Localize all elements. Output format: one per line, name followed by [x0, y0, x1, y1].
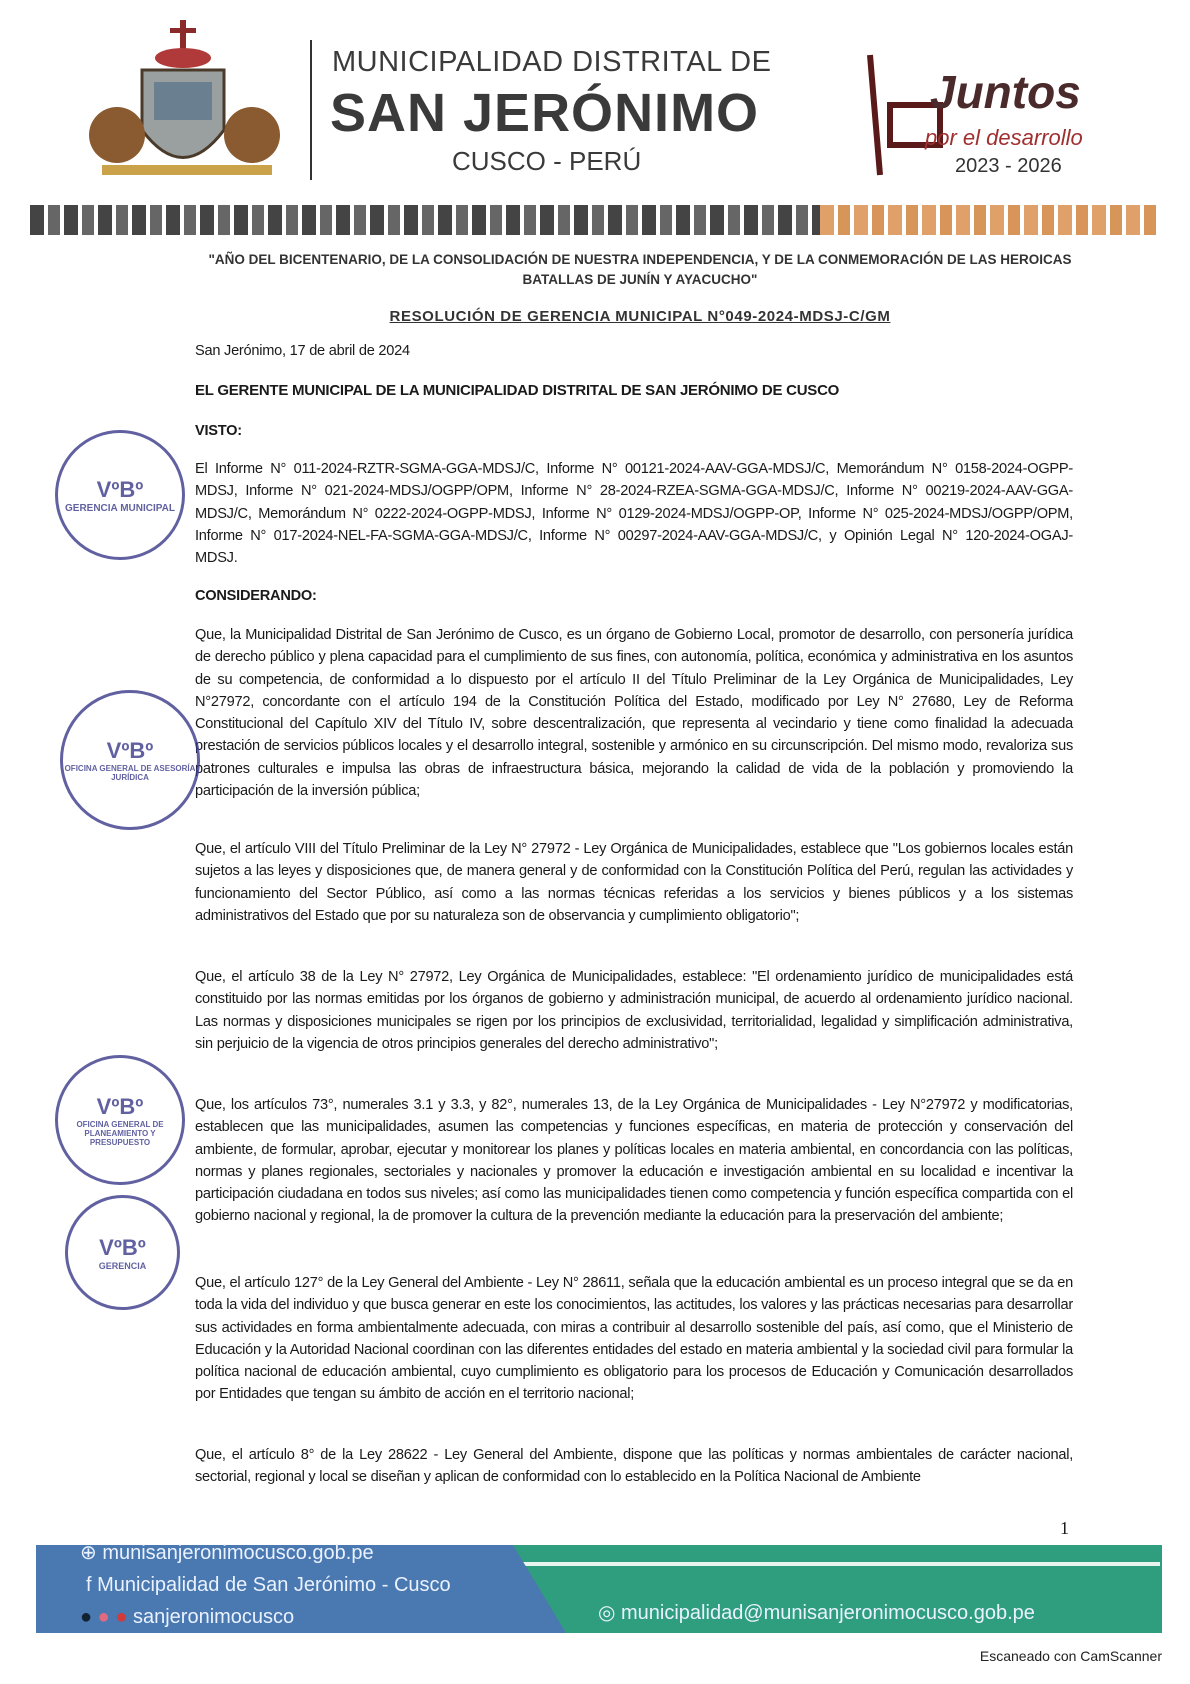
considerando-paragraph: Que, la Municipalidad Distrital de San Jerónimo de Cusco, es un órgano de Gobierno Local, promotor de desarrollo, con personería jurídica de derecho público y plena capacidad para el cumplimiento de sus fines, con autonomía, política, económica y administrativa en los asuntos de su competencia, de conformidad a lo dispuesto por el artículo II del Título Preliminar de la Ley Orgánica de Municipalidades, Ley N°27972, concordante con el artículo 194 de la Constitución Política del Estado, modificado por Ley N° 27680, Ley de Reforma Constitucional del Capítulo XIV del Título IV, sobre descentralización, que representa al vecindario y tiene como finalidad la adecuada prestación de servicios públicos locales y el desarrollo integral, sostenible y armónico en su circunscripción. Del mismo modo, revaloriza sus patrones culturales e impulsa las obras de infraestructura básica, mejorando la calidad de vida de la población y promoviendo la participación de la inversión pública;	[195, 627, 1073, 800]
visto-heading: VISTO:	[195, 423, 242, 439]
facebook-icon: f	[86, 1574, 98, 1596]
considerando-heading: CONSIDERANDO:	[195, 588, 317, 604]
municipal-crest-logo	[82, 20, 292, 190]
scanner-watermark: Escaneado con CamScanner	[979, 1648, 1162, 1664]
header-line1: MUNICIPALIDAD DISTRITAL DE	[332, 46, 772, 78]
considerando-paragraph: Que, el artículo 127° de la Ley General del Ambiente - Ley N° 28611, señala que la educación ambiental es un proceso integral que se da en toda la vida del individuo y que busca generar en este los conocimientos, las actitudes, los valores y las prácticas necesarias para desarrollar sus actividades en forma ambientalmente adecuada, con miras a contribuir al desarrollo sostenible del país, así como, que el Ministerio de Educación y la Autoridad Nacional coordinan con las diferentes entidades del estado en materia ambiental y la sociedad civil para formular la política nacional de educación ambiental, cuyo cumplimiento es obligatorio para los procesos de Educación y Comunicación desarrollados por Entidades que tengan su ámbito de acción en el territorio nacional;	[195, 1275, 1073, 1403]
header-divider	[310, 40, 312, 180]
header-municipality-name: SAN JERÓNIMO	[330, 83, 760, 143]
approval-stamp: VºBº OFICINA GENERAL DE ASESORÍA JURÍDICA	[60, 690, 200, 830]
visto-text: El Informe N° 011-2024-RZTR-SGMA-GGA-MDSJ/C, Informe N° 00121-2024-AAV-GGA-MDSJ/C, Memorándum N° 0158-2024-OGPP-MDSJ, Informe N° 021-2024-MDSJ/OGPP/OPM, Informe N° 28-2024-RZEA-SGMA-GGA-MDSJ/C, Informe N° 00219-2024-AAV-GGA-MDSJ/C, Memorándum N° 0222-2024-OGPP-MDSJ, Informe N° 0129-2024-MDSJ/OGPP-OP, Informe N° 025-2024-MDSJ/OGPP/OPM, Informe N° 017-2024-NEL-FA-SGMA-GGA-MDSJ/C, Informe N° 00297-2024-AAV-GGA-MDSJ/C, y Opinión Legal N° 120-2024-OGAJ-MDSJ.	[195, 461, 1073, 567]
resolution-title: RESOLUCIÓN DE GERENCIA MUNICIPAL N°049-2024-MDSJ-C/GM	[389, 308, 891, 325]
document-date: San Jerónimo, 17 de abril de 2024	[195, 343, 410, 359]
issuer-heading: EL GERENTE MUNICIPAL DE LA MUNICIPALIDAD DISTRITAL DE SAN JERÓNIMO DE CUSCO	[195, 382, 840, 399]
social-handle[interactable]: ● ● ● sanjeronimocusco	[80, 1606, 295, 1628]
email-link[interactable]: ◎ municipalidad@munisanjeronimocusco.gob.pe	[598, 1602, 1035, 1624]
email-icon: ◎	[598, 1602, 622, 1624]
decorative-band-accent	[820, 205, 1160, 235]
page-number: 1	[1060, 1518, 1069, 1538]
instagram-icon: ●	[97, 1606, 110, 1628]
tiktok-icon: ●	[80, 1606, 93, 1628]
approval-stamp: VºBº OFICINA GENERAL DE PLANEAMIENTO Y PRESUPUESTO	[55, 1055, 185, 1185]
facebook-link[interactable]: f Municipalidad de San Jerónimo - Cusco	[86, 1574, 451, 1596]
slogan-main: Juntos	[930, 66, 1081, 118]
considerando-paragraph: Que, el artículo 38 de la Ley N° 27972, Ley Orgánica de Municipalidades, establece: "El ordenamiento jurídico de municipalidades está constituido por las normas emitidas por los órganos de gobierno y administración municipal, de acuerdo al ordenamiento jurídico nacional. Las normas y disposiciones municipales se rigen por los principios de exclusividad, territorialidad, legalidad y simplificación administrativa, sin perjuicio de la vigencia de otros principios generales del derecho administrativo";	[195, 969, 1073, 1052]
youtube-icon: ●	[115, 1606, 128, 1628]
considerando-paragraph: Que, el artículo 8° de la Ley 28622 - Ley General del Ambiente, dispone que las políticas y normas ambientales de carácter nacional, sectorial, regional y local se diseñan y aplican de conformidad con lo establecido en la Política Nacional de Ambiente	[195, 1447, 1073, 1486]
approval-stamp: VºBº GERENCIA	[65, 1195, 180, 1310]
slogan-years: 2023 - 2026	[955, 155, 1062, 177]
approval-stamp: VºBº GERENCIA MUNICIPAL	[55, 430, 185, 560]
slogan-logo	[860, 45, 1110, 185]
globe-icon: ⊕	[80, 1542, 103, 1564]
considerando-paragraph: Que, los artículos 73°, numerales 3.1 y 3.3, y 82°, numerales 13, de la Ley Orgánica de Municipalidades - Ley N°27972 y modificatorias, establecen que las municipalidades, asumen las competencias y funciones específicas, en materia de protección y conservación del ambiente, de formular, aprobar, ejecutar y monitorear los planes y políticas locales en materia ambiental, en concordancia con las políticas, normas y planes regionales, sectoriales y nacionales y promover la educación e investigación ambiental en su localidad e incentivar la participación ciudadana en todos sus niveles; así como las municipalidades tienen como competencia y función específica compartida con el gobierno nacional y regional, la de promover la cultura de la prevención mediante la educación para la preservación del ambiente;	[195, 1097, 1073, 1225]
header-location: CUSCO - PERÚ	[452, 146, 642, 176]
considerando-paragraph: Que, el artículo VIII del Título Preliminar de la Ley N° 27972 - Ley Orgánica de Municipalidades, establece que "Los gobiernos locales están sujetos a las leyes y disposiciones que, de manera general y de conformidad con la Constitución Política del Perú, regulan las actividades y funcionamiento del Sector Público, así como a las normas técnicas referidas a los servicios y bienes públicos y a los sistemas administrativos del Estado que por su naturaleza son de observancia y cumplimiento obligatorio";	[195, 841, 1073, 924]
year-motto: "AÑO DEL BICENTENARIO, DE LA CONSOLIDACIÓN DE NUESTRA INDEPENDENCIA, Y DE LA CONMEMORACIÓN DE LAS HEROICAS BATALLAS DE JUNÍN Y AYACUCHO"	[208, 252, 1072, 287]
slogan-sub: por el desarrollo	[925, 125, 1083, 150]
website-link[interactable]: ⊕ munisanjeronimocusco.gob.pe	[80, 1542, 374, 1564]
